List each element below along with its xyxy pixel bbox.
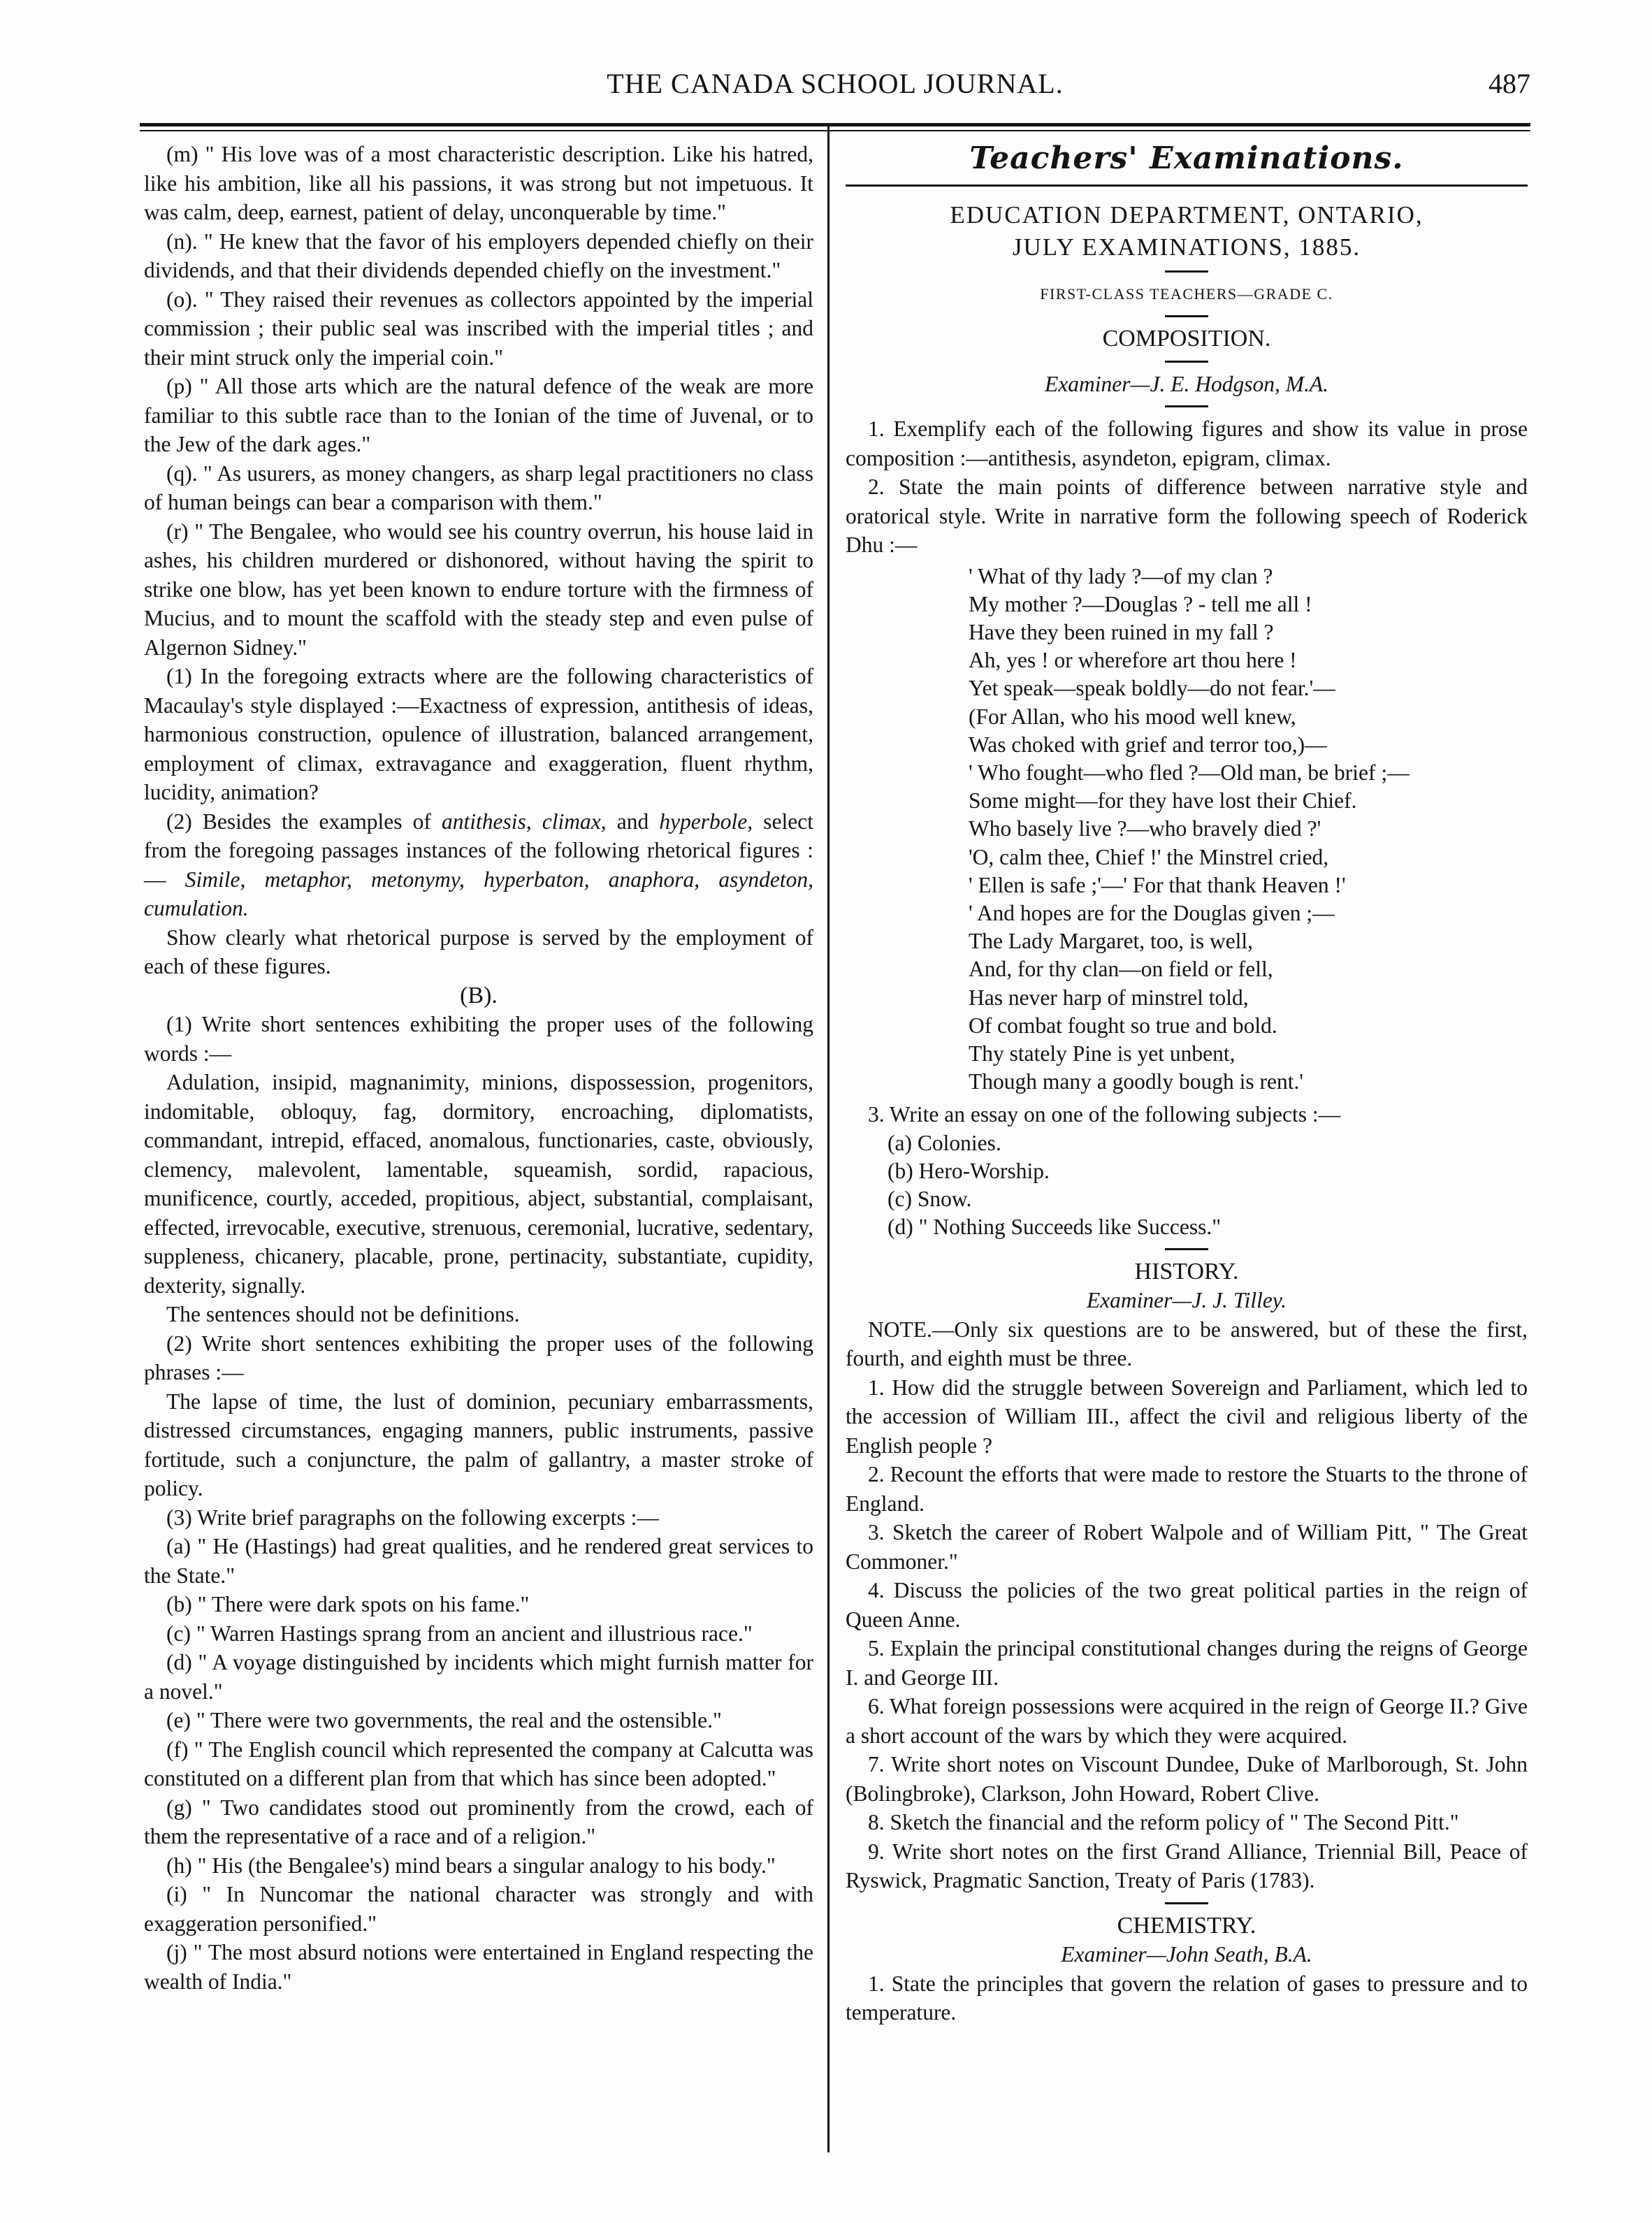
phrase-list: The lapse of time, the lust of dominion, pecuniary embarrassments, distressed circumstances, engaging manners, public instruments, passive fortitude, such a conjuncture, the palm of gallantry, a master stroke of policy. xyxy=(144,1389,813,1500)
poem-line: Of combat fought so true and bold. xyxy=(969,1013,1277,1038)
poem-excerpt xyxy=(969,563,1528,1096)
page-number: 487 xyxy=(1488,68,1530,99)
chemistry-examiner: Examiner—John Seath, B.A. xyxy=(1061,1942,1312,1967)
poem-line: ' Who fought—who fled ?—Old man, be brief ;— xyxy=(969,760,1410,785)
poem-line: Yet speak—speak boldly—do not fear.'— xyxy=(969,676,1335,701)
quote-r: (r) " The Bengalee, who would see his country overrun, his house laid in ashes, his children murdered or dishonored, without having the spirit to strike one blow, has yet been known to endure torture with the firmness of Mucius, and to mount the scaffold with the steady step and even pulse of Algernon Sidney." xyxy=(144,519,813,660)
chemistry-heading: CHEMISTRY. xyxy=(1117,1912,1256,1939)
poem-line: 'O, calm thee, Chief !' the Minstrel cried, xyxy=(969,844,1329,869)
divider xyxy=(1165,405,1208,407)
grade-line: FIRST-CLASS TEACHERS—GRADE C. xyxy=(1040,284,1333,303)
divider xyxy=(1165,315,1208,317)
essay-subjects xyxy=(887,1129,1528,1241)
composition-q3: 3. Write an essay on one of the following subjects :— xyxy=(868,1102,1341,1127)
excerpt-b: (b) " There were dark spots on his fame." xyxy=(166,1592,530,1616)
question-a1: (1) In the foregoing extracts where are the following characteristics of Macaulay's style displayed :—Exactness of expression, antithesis of ideas, harmonious construction, opulence of illustration, balanced arrangement, employment of climax, extravagance and exaggeration, fluent rhythm, lucidity, animation? xyxy=(144,664,813,804)
divider xyxy=(1165,1902,1208,1904)
journal-title: THE CANADA SCHOOL JOURNAL. xyxy=(607,68,1064,99)
excerpt-g: (g) " Two candidates stood out prominently from the crowd, each of them the representative of a race and of a religion." xyxy=(144,1795,813,1848)
history-q1: 1. How did the struggle between Sovereign and Parliament, which led to the accession of William III., affect the civil and religious liberty of the English people ? xyxy=(846,1375,1528,1458)
history-q5: 5. Explain the principal constitutional changes during the reigns of George I. and George III. xyxy=(846,1636,1528,1690)
divider xyxy=(1165,361,1208,363)
composition-heading: COMPOSITION. xyxy=(1102,326,1271,352)
essay-subject: (d) " Nothing Succeeds like Success." xyxy=(887,1214,1222,1239)
poem-line: Has never harp of minstrel told, xyxy=(969,985,1249,1010)
poem-line: (For Allan, who his mood well knew, xyxy=(969,704,1296,729)
quote-q: (q). " As usurers, as money changers, as sharp legal practitioners no class of human beings can bear a comparison with them." xyxy=(144,461,813,514)
composition-examiner: Examiner—J. E. Hodgson, M.A. xyxy=(1045,371,1328,396)
exam-date-line: JULY EXAMINATIONS, 1885. xyxy=(1012,233,1361,261)
divider xyxy=(1165,270,1208,273)
poem-line: The Lady Margaret, too, is well, xyxy=(969,929,1254,954)
poem-line: ' And hopes are for the Douglas given ;— xyxy=(969,900,1335,925)
question-a2-show: Show clearly what rhetorical purpose is served by the employment of each of these figures. xyxy=(144,925,813,978)
history-q7: 7. Write short notes on Viscount Dundee, Duke of Marlborough, St. John (Bolingbroke), Clarkson, John Howard, Robert Clive. xyxy=(846,1752,1528,1806)
poem-line: Thy stately Pine is yet unbent, xyxy=(969,1041,1236,1066)
column-divider xyxy=(827,126,829,2152)
section-title: Teachers' Examinations. xyxy=(969,140,1404,176)
poem-line: And, for thy clan—on field or fell, xyxy=(969,957,1273,982)
poem-line: Though many a goodly bough is rent.' xyxy=(969,1069,1303,1094)
poem-line: Ah, yes ! or wherefore art thou here ! xyxy=(969,648,1297,673)
left-column xyxy=(144,140,813,1996)
right-column xyxy=(846,140,1528,2027)
chemistry-q1: 1. State the principles that govern the relation of gases to pressure and to temperature. xyxy=(846,1971,1528,2025)
quote-p: (p) " All those arts which are the natural defence of the weak are more familiar to this subtle race than to the Ionian of the time of Juvenal, or to the Jew of the dark ages." xyxy=(144,374,813,456)
excerpt-e: (e) " There were two governments, the real and the ostensible." xyxy=(166,1708,722,1732)
history-q6: 6. What foreign possessions were acquired in the reign of George II.? Give a short account of the wars by which they were acquired. xyxy=(846,1694,1528,1748)
composition-q1: 1. Exemplify each of the following figures and show its value in prose composition :—antithesis, asyndeton, epigram, climax. xyxy=(846,417,1528,470)
poem-line: Some might—for they have lost their Chief. xyxy=(969,788,1357,813)
excerpt-d: (d) " A voyage distinguished by incidents which might furnish matter for a novel." xyxy=(144,1650,813,1704)
question-b2: (2) Write short sentences exhibiting the proper uses of the following phrases :— xyxy=(144,1331,813,1384)
history-q3: 3. Sketch the career of Robert Walpole and of William Pitt, " The Great Commoner." xyxy=(846,1520,1528,1574)
quote-m: (m) " His love was of a most characteristic description. Like his hatred, like his ambition, like all his passions, it was strong but not impetuous. It was calm, deep, earnest, patient of delay, unconquerable by time." xyxy=(144,142,813,224)
divider xyxy=(1165,1248,1208,1250)
question-a2: (2) Besides the examples of antithesis, climax, and hyperbole, select from the foregoing passages instances of the following rhetorical figures :— Simile, metaphor, metonymy, hyperbaton, anaphora, asyndeton, cumulation. xyxy=(144,809,814,920)
excerpt-c: (c) " Warren Hastings sprang from an ancient and illustrious race." xyxy=(166,1621,753,1646)
excerpt-a: (a) " He (Hastings) had great qualities, and he rendered great services to the State." xyxy=(144,1534,813,1588)
poem-line: ' What of thy lady ?—of my clan ? xyxy=(969,563,1273,588)
history-note: NOTE.—Only six questions are to be answered, but of these the first, fourth, and eighth must be three. xyxy=(846,1317,1528,1371)
essay-subject: (c) Snow. xyxy=(887,1186,972,1211)
essay-subject: (b) Hero-Worship. xyxy=(887,1158,1050,1183)
department-line: EDUCATION DEPARTMENT, ONTARIO, xyxy=(950,201,1423,229)
history-examiner: Examiner—J. J. Tilley. xyxy=(1086,1288,1287,1313)
word-list: Adulation, insipid, magnanimity, minions, dispossession, progenitors, indomitable, obloquy, fag, dormitory, encroaching, diplomatists, commandant, intrepid, effaced, anomalous, functionaries, caste, obviously, clemency, malevolent, lamentable, squeamish, sordid, rapacious, munificence, courtly, acceded, propitious, abject, substantial, complaisant, effected, irrevocable, executive, strenuous, ceremonial, lucrative, sedentary, suppleness, chicanery, placable, prone, pertinacity, substantiate, cupidity, dexterity, signally. xyxy=(144,1070,813,1298)
header-rule xyxy=(140,123,1530,126)
section-title-rule xyxy=(846,184,1528,187)
header-rule-thin xyxy=(140,130,1530,131)
page-header xyxy=(140,67,1530,116)
question-b3: (3) Write brief paragraphs on the following excerpts :— xyxy=(166,1505,659,1530)
history-q9: 9. Write short notes on the first Grand Alliance, Triennial Bill, Peace of Ryswick, Pragmatic Sanction, Treaty of Paris (1783). xyxy=(846,1839,1528,1893)
question-b1: (1) Write short sentences exhibiting the proper uses of the following words :— xyxy=(144,1012,813,1066)
excerpt-j: (j) " The most absurd notions were entertained in England respecting the wealth of India." xyxy=(144,1940,813,1994)
quote-n: (n). " He knew that the favor of his employers depended chiefly on their dividends, and that their dividends depended chiefly on the investment." xyxy=(144,229,813,282)
poem-line: Have they been ruined in my fall ? xyxy=(969,619,1274,644)
quote-o: (o). " They raised their revenues as collectors appointed by the imperial commission ; their public seal was inscribed with the imperial titles ; and their mint struck only the imperial coin." xyxy=(144,287,813,370)
poem-line: ' Ellen is safe ;'—' For that thank Heaven !' xyxy=(969,872,1346,897)
history-heading: HISTORY. xyxy=(1134,1258,1239,1284)
section-b-heading: (B). xyxy=(460,982,498,1008)
essay-subject: (a) Colonies. xyxy=(887,1130,1001,1155)
question-b1-note: The sentences should not be definitions. xyxy=(166,1302,520,1326)
history-q4: 4. Discuss the policies of the two great political parties in the reign of Queen Anne. xyxy=(846,1578,1528,1632)
poem-line: Was choked with grief and terror too,)— xyxy=(969,732,1327,757)
excerpt-f: (f) " The English council which represented the company at Calcutta was constituted on a different plan from that which has since been adopted." xyxy=(144,1737,813,1790)
excerpt-i: (i) " In Nuncomar the national character was strongly and with exaggeration personified." xyxy=(144,1882,813,1936)
poem-line: My mother ?—Douglas ? - tell me all ! xyxy=(969,591,1312,616)
history-q8: 8. Sketch the financial and the reform policy of " The Second Pitt." xyxy=(868,1810,1459,1835)
poem-line: Who basely live ?—who bravely died ?' xyxy=(969,816,1321,841)
excerpt-h: (h) " His (the Bengalee's) mind bears a singular analogy to his body." xyxy=(166,1853,776,1878)
composition-q2: 2. State the main points of difference between narrative style and oratorical style. Write in narrative form the following speech of Roderick Dhu :— xyxy=(846,475,1528,557)
history-q2: 2. Recount the efforts that were made to restore the Stuarts to the throne of England. xyxy=(846,1462,1528,1516)
